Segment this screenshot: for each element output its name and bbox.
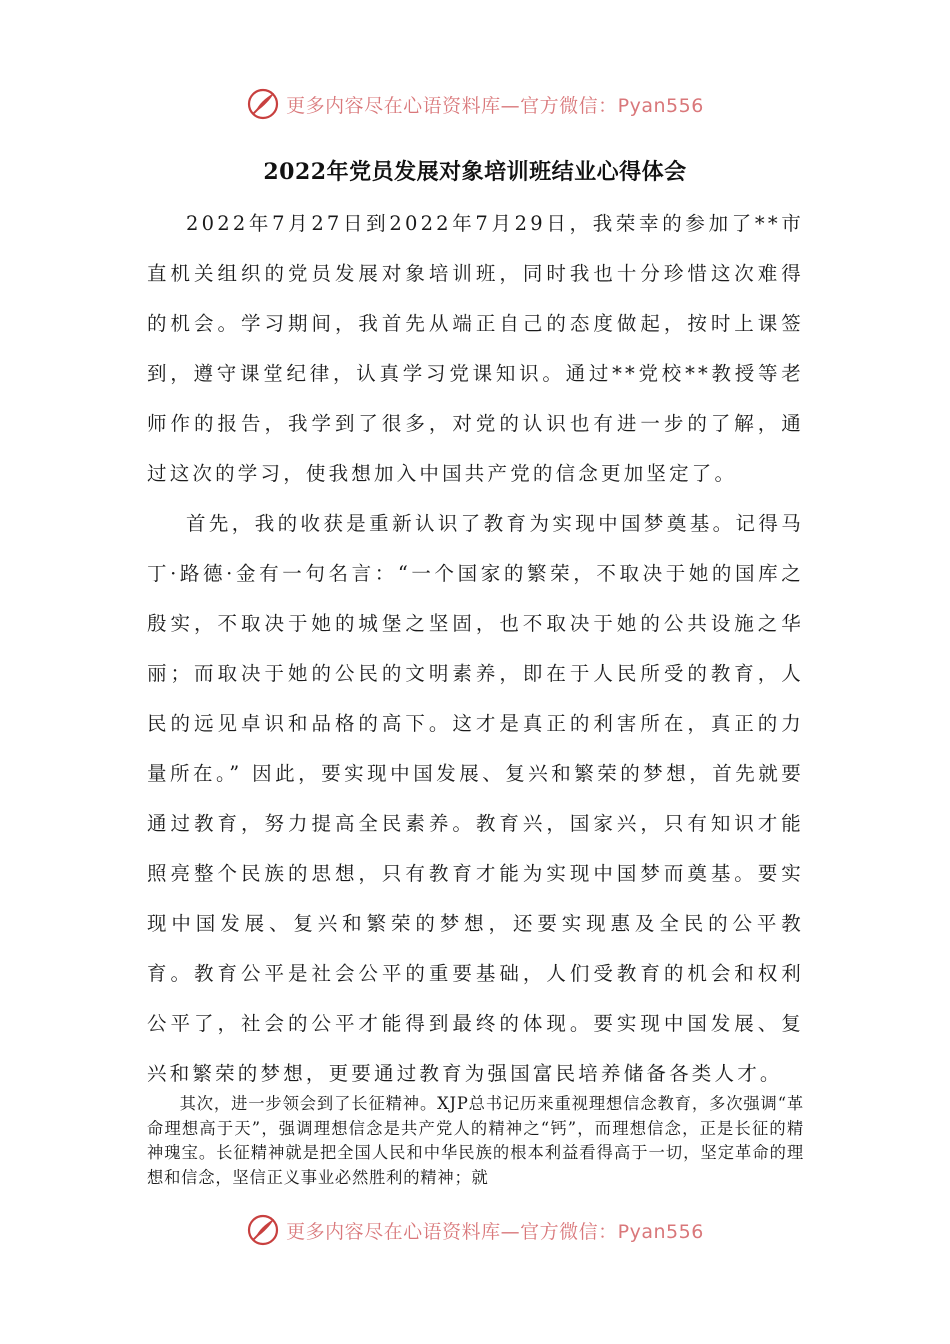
document-title: 2022年党员发展对象培训班结业心得体会 [263,159,687,185]
watermark-banner-bottom [0,1210,950,1250]
paragraph-2: 首先，我的收获是重新认识了教育为实现中国梦奠基。记得马丁·路德·金有一句名言：“一个国家的繁荣，不取决于她的国库之殷实，不取决于她的城堡之坚固，也不取决于她的公共设施之华丽；而取决于她的公民的文明素养，即在于人民所受的教育，人民的远见卓识和品格的高下。这才是真正的利害所在，真正的力量所在。” 因此，要实现中国发展、复兴和繁荣的梦想，首先就要通过教育，努力提高全民素养。教育兴，国家兴，只有知识才能照亮整个民族的思想，只有教育才能为实现中国梦而奠基。要实现中国发展、复兴和繁荣的梦想，还要实现惠及全民的公平教育。教育公平是社会公平的重要基础，人们受教育的机会和权利公平了，社会的公平才能得到最终的体现。要实现中国发展、复兴和繁荣的梦想，更要通过教育为强国富民培养储备各类人才。 [147,512,804,1085]
document-body-continued [147,1092,804,1190]
quill-pen-logo-icon [246,1213,280,1247]
watermark-text: 更多内容尽在心语资料库—官方微信：Pyan556 [286,94,704,117]
watermark-text: 更多内容尽在心语资料库—官方微信：Pyan556 [286,1220,704,1243]
watermark-banner-top [0,84,950,124]
paragraph-3: 其次，进一步领会到了长征精神。XJP总书记历来重视理想信念教育，多次强调“革命理想高于天”，强调理想信念是共产党人的精神之“钙”，而理想信念，正是长征的精神瑰宝。长征精神就是把全国人民和中华民族的根本利益看得高于一切，坚定革命的理想和信念，坚信正义事业必然胜利的精神；就 [147,1094,804,1187]
document-body [147,199,804,1099]
paragraph-1: 2022年7月27日到2022年7月29日，我荣幸的参加了**市直机关组织的党员发展对象培训班，同时我也十分珍惜这次难得的机会。学习期间，我首先从端正自己的态度做起，按时上课签到，遵守课堂纪律，认真学习党课知识。通过**党校**教授等老师作的报告，我学到了很多，对党的认识也有进一步的了解，通过这次的学习，使我想加入中国共产党的信念更加坚定了。 [147,212,804,485]
quill-pen-logo-icon [246,87,280,121]
